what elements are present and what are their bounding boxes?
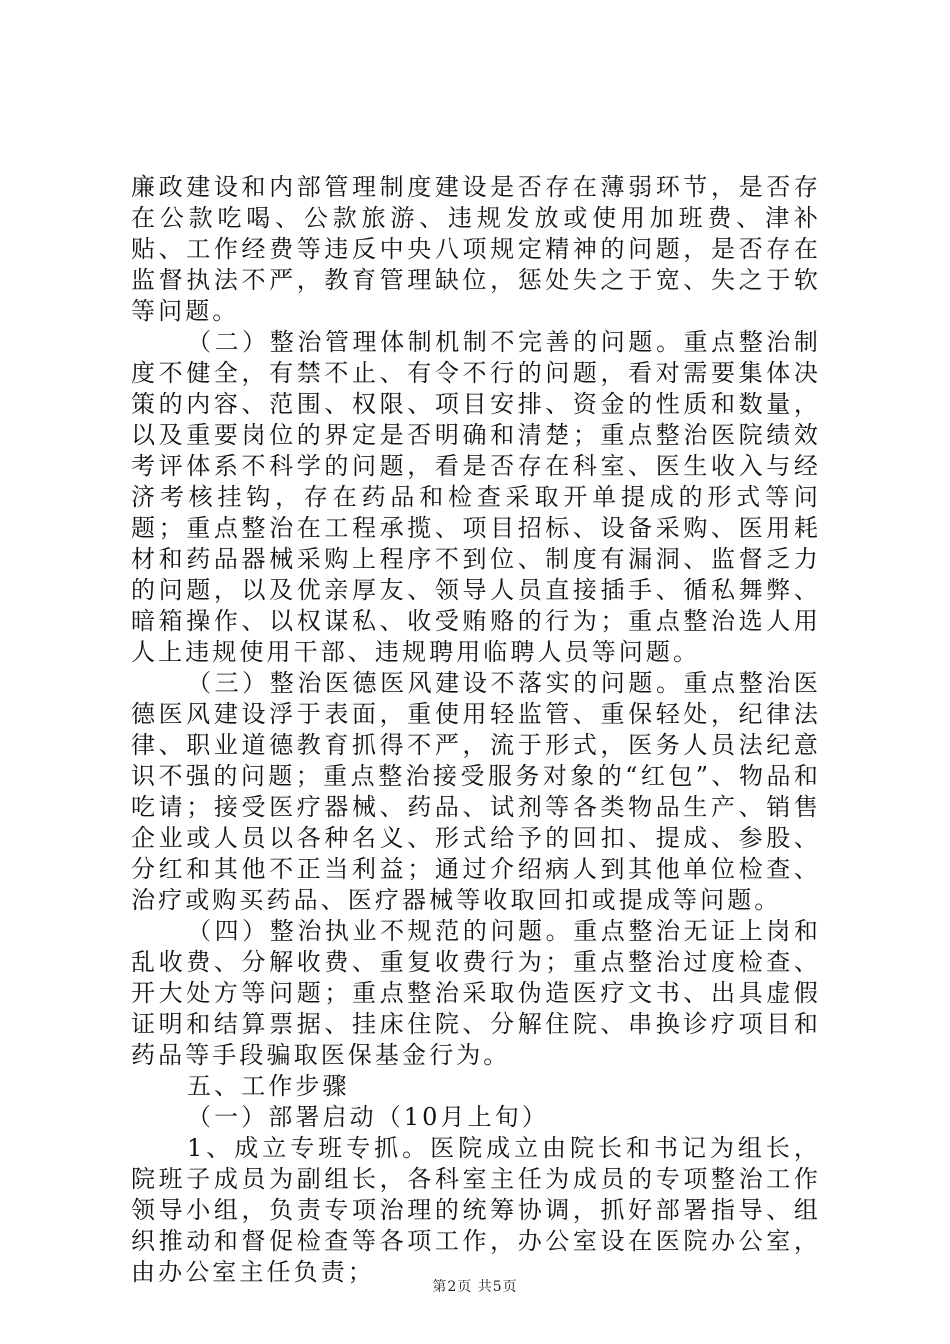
paragraph-section-4: （四）整治执业不规范的问题。重点整治无证上岗和乱收费、分解收费、重复收费行为；重点整治过度检查、开大处方等问题；重点整治采取伪造医疗文书、出具虚假证明和结算票据、挂床住院、分解住院、串换诊疗项目和药品等手段骗取医保基金行为。	[131, 917, 821, 1069]
subheading-deployment: （一）部署启动（10月上旬）	[187, 1103, 549, 1131]
document-body	[131, 172, 821, 1288]
paragraph-section-3: （三）整治医德医风建设不落实的问题。重点整治医德医风建设浮于表面，重使用轻监管、重保轻处，纪律法律、职业道德教育抓得不严，流于形式，医务人员法纪意识不强的问题；重点整治接受服务对象的“红包”、物品和吃请；接受医疗器械、药品、试剂等各类物品生产、销售企业或人员以各种名义、形式给予的回扣、提成、参股、分红和其他不正当利益；通过介绍病人到其他单位检查、治疗或购买药品、医疗器械等收取回扣或提成等问题。	[131, 669, 821, 914]
page-number-footer: 第2页 共5页	[432, 1279, 518, 1295]
paragraph-step-1: 1、成立专班专抓。医院成立由院长和书记为组长，院班子成员为副组长，各科室主任为成员的专项整治工作领导小组，负责专项治理的统筹协调，抓好部署指导、组织推动和督促检查等各项工作，办公室设在医院办公室，由办公室主任负责；	[131, 1134, 821, 1286]
heading-work-steps: 五、工作步骤	[187, 1072, 350, 1100]
paragraph-section-2: （二）整治管理体制机制不完善的问题。重点整治制度不健全，有禁不止、有令不行的问题，看对需要集体决策的内容、范围、权限、项目安排、资金的性质和数量，以及重要岗位的界定是否明确和清楚；重点整治医院绩效考评体系不科学的问题，看是否存在科室、医生收入与经济考核挂钩，存在药品和检查采取开单提成的形式等问题；重点整治在工程承揽、项目招标、设备采购、医用耗材和药品器械采购上程序不到位、制度有漏洞、监督乏力的问题，以及优亲厚友、领导人员直接插手、循私舞弊、暗箱操作、以权谋私、收受贿赂的行为；重点整治选人用人上违规使用干部、违规聘用临聘人员等问题。	[131, 328, 821, 666]
paragraph-continuation: 廉政建设和内部管理制度建设是否存在薄弱环节，是否存在公款吃喝、公款旅游、违规发放或使用加班费、津补贴、工作经费等违反中央八项规定精神的问题，是否存在监督执法不严，教育管理缺位，惩处失之于宽、失之于软等问题。	[131, 173, 821, 325]
